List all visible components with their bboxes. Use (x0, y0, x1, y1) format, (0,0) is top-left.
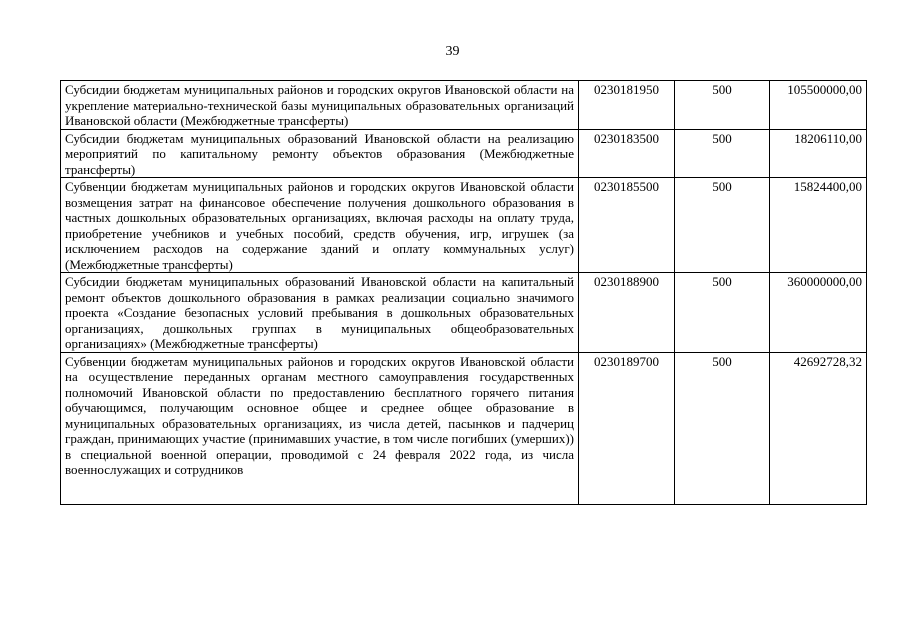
table-row (61, 81, 867, 130)
row-amount: 18206110,00 (770, 129, 867, 178)
row-amount: 360000000,00 (770, 273, 867, 353)
row-description: Субсидии бюджетам муниципальных образований Ивановской области на капитальный ремонт объектов дошкольного образования в рамках реализации социально значимого проекта «Создание безопасных условий пребывания в дошкольных образовательных организациях, дошкольных группах в муниципальных общеобразовательных организациях» (Межбюджетные трансферты) (61, 273, 579, 353)
row-expense-type: 500 (675, 273, 770, 353)
row-code: 0230181950 (579, 81, 675, 130)
row-expense-type: 500 (675, 81, 770, 130)
table-row (61, 352, 867, 504)
row-description: Субвенции бюджетам муниципальных районов и городских округов Ивановской области на осуществление переданных органам местного самоуправления государственных полномочий Ивановской области по предоставлению бесплатного горячего питания обучающимся, получающим основное общее и среднее общее образование в муниципальных образовательных организациях, из числа детей, пасынков и падчериц граждан, принимающих участие (принимавших участие, в том числе погибших (умерших)) в специальной военной операции, проводимой с 24 февраля 2022 года, из числа военнослужащих и сотрудников (61, 352, 579, 504)
row-code: 0230188900 (579, 273, 675, 353)
row-amount: 42692728,32 (770, 352, 867, 504)
row-amount: 105500000,00 (770, 81, 867, 130)
row-expense-type: 500 (675, 129, 770, 178)
row-description: Субсидии бюджетам муниципальных районов и городских округов Ивановской области на укрепление материально-технической базы муниципальных образовательных организаций Ивановской области (Межбюджетные трансферты) (61, 81, 579, 130)
row-description: Субвенции бюджетам муниципальных районов и городских округов Ивановской области возмещения затрат на финансовое обеспечение получения дошкольного образования в частных дошкольных образовательных организациях, включая расходы на оплату труда, приобретение учебников и учебных пособий, средств обучения, игр, игрушек (за исключением расходов на содержание зданий и оплату коммунальных услуг) (Межбюджетные трансферты) (61, 178, 579, 273)
row-amount: 15824400,00 (770, 178, 867, 273)
row-code: 0230185500 (579, 178, 675, 273)
table-row (61, 178, 867, 273)
row-expense-type: 500 (675, 178, 770, 273)
table-row (61, 273, 867, 353)
page-number: 39 (445, 44, 460, 59)
row-code: 0230183500 (579, 129, 675, 178)
table-row (61, 129, 867, 178)
row-code: 0230189700 (579, 352, 675, 504)
budget-table (60, 80, 867, 505)
row-expense-type: 500 (675, 352, 770, 504)
row-description: Субсидии бюджетам муниципальных образований Ивановской области на реализацию мероприятий по капитальному ремонту объектов образования (Межбюджетные трансферты) (61, 129, 579, 178)
